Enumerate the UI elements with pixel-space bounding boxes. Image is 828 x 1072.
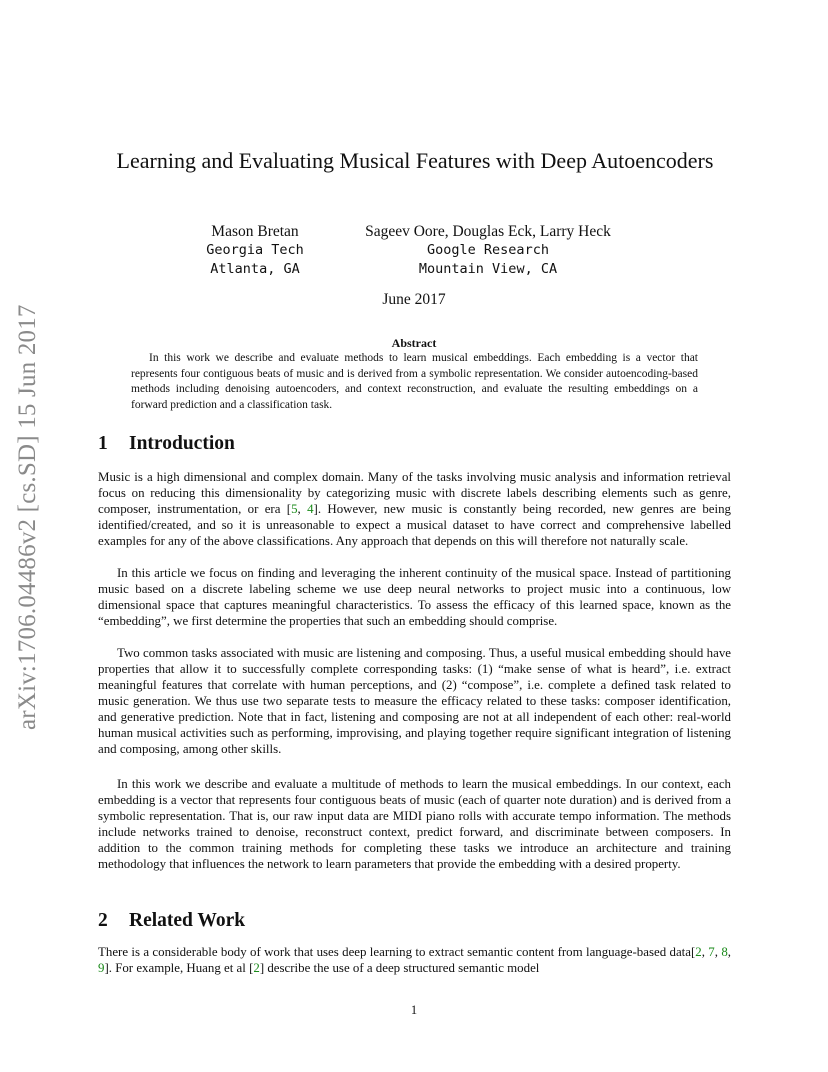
citation-link[interactable]: 2 xyxy=(253,961,260,975)
author-affiliation: Google Research xyxy=(427,242,549,258)
citation-separator: , xyxy=(727,945,732,959)
author-location: Mountain View, CA xyxy=(418,261,558,277)
intro-paragraph-4: In this work we describe and evaluate a multitude of methods to learn the musical embeddings. In our context, each embedding is a vector that represents four contiguous beats of music (each of quarter note duration) and is derived from a symbolic representation. That is, our raw input data are MIDI piano rolls with accurate tempo information. The methods include networks trained to denoise, reconstruct context, predict forward, and discriminate between composers. In addition to the common training methods for completing these tasks we introduce an architecture and training methodology that influences the network to learn parameters that provide the embedding with a desired property. xyxy=(98,777,731,871)
author-location: Atlanta, GA xyxy=(210,261,300,277)
paper-title: Learning and Evaluating Musical Features with Deep Autoencoders xyxy=(116,148,714,173)
citation-separator: , xyxy=(714,945,722,959)
section-number: 2 xyxy=(98,910,108,931)
section-title: Related Work xyxy=(129,910,246,931)
citation-separator: , xyxy=(701,945,709,959)
author-name: Mason Bretan xyxy=(211,223,299,240)
section-title: Introduction xyxy=(129,433,235,454)
intro-paragraph-2: In this article we focus on finding and leveraging the inherent continuity of the musical space. Instead of partitioning music based on a discrete labeling scheme we use deep neural networks to project music into a continuous, low dimensional space that captures meaningful characteristics. To assess the efficacy of this learned space, known as the “embedding”, we first determine the properties that such an embedding should comprise. xyxy=(98,566,731,628)
citation-link[interactable]: 4 xyxy=(307,502,314,516)
author-name: Sageev Oore, Douglas Eck, Larry Heck xyxy=(365,223,611,240)
paper-date: June 2017 xyxy=(382,291,446,308)
section-heading-introduction xyxy=(98,433,738,455)
citation-separator: , xyxy=(297,502,308,516)
citation-link[interactable]: 9 xyxy=(98,961,105,975)
paragraph-text: Music is a high dimensional and complex domain. Many of the tasks involving music analysis and information retrieval focus on reducing this dimensionality by categorizing music with discrete labels describing elements such as genre, composer, instrumentation, or era [ xyxy=(98,470,731,516)
author-block-2 xyxy=(340,222,636,279)
section-heading-related-work xyxy=(98,910,738,932)
citation-link[interactable]: 8 xyxy=(721,945,728,959)
paragraph-text: ] describe the use of a deep structured semantic model xyxy=(259,961,540,975)
citation-link[interactable]: 7 xyxy=(708,945,715,959)
author-block-1 xyxy=(190,222,320,279)
citation-link[interactable]: 2 xyxy=(695,945,702,959)
page-number: 1 xyxy=(410,1003,418,1017)
intro-paragraph-1 xyxy=(98,469,731,549)
paragraph-text: There is a considerable body of work that uses deep learning to extract semantic content from language-based data[ xyxy=(98,945,696,959)
paragraph-text: ]. For example, Huang et al [ xyxy=(104,961,254,975)
arxiv-identifier-stamp: arXiv:1706.04486v2 [cs.SD] 15 Jun 2017 xyxy=(14,304,41,730)
related-paragraph-1 xyxy=(98,944,731,976)
author-affiliation: Georgia Tech xyxy=(206,242,304,258)
citation-link[interactable]: 5 xyxy=(291,502,298,516)
abstract-heading: Abstract xyxy=(391,336,437,350)
section-number: 1 xyxy=(98,433,108,454)
intro-paragraph-3: Two common tasks associated with music are listening and composing. Thus, a useful musical embedding should have properties that allow it to successfully complete corresponding tasks: (1) “make sense of what is heard”, i.e. extract meaningful features that correlate with human perceptions, and (2) “compose”, i.e. complete a defined task related to music generation. We thus use two separate tests to measure the efficacy related to these tasks: composer identification, and generative prediction. Note that in fact, listening and composing are not at all independent of each other: real-world human musical activities such as performing, improvising, and playing together require significant integration of listening and composing, among other skills. xyxy=(98,646,731,756)
paragraph-text: ]. However, new music is constantly being recorded, new genres are being identified/created, and so it is unreasonable to expect a musical dataset to have correct and comprehensive labelled examples for any of the above classifications. Any approach that depends on this will therefore not naturally scale. xyxy=(98,502,731,548)
abstract-text: In this work we describe and evaluate methods to learn musical embeddings. Each embedding is a vector that represents four contiguous beats of music and is derived from a symbolic representation. We consider autoencoding-based methods including denoising autoencoders, and context reconstruction, and evaluate the resulting embeddings on a forward prediction and a classification task. xyxy=(131,352,698,411)
